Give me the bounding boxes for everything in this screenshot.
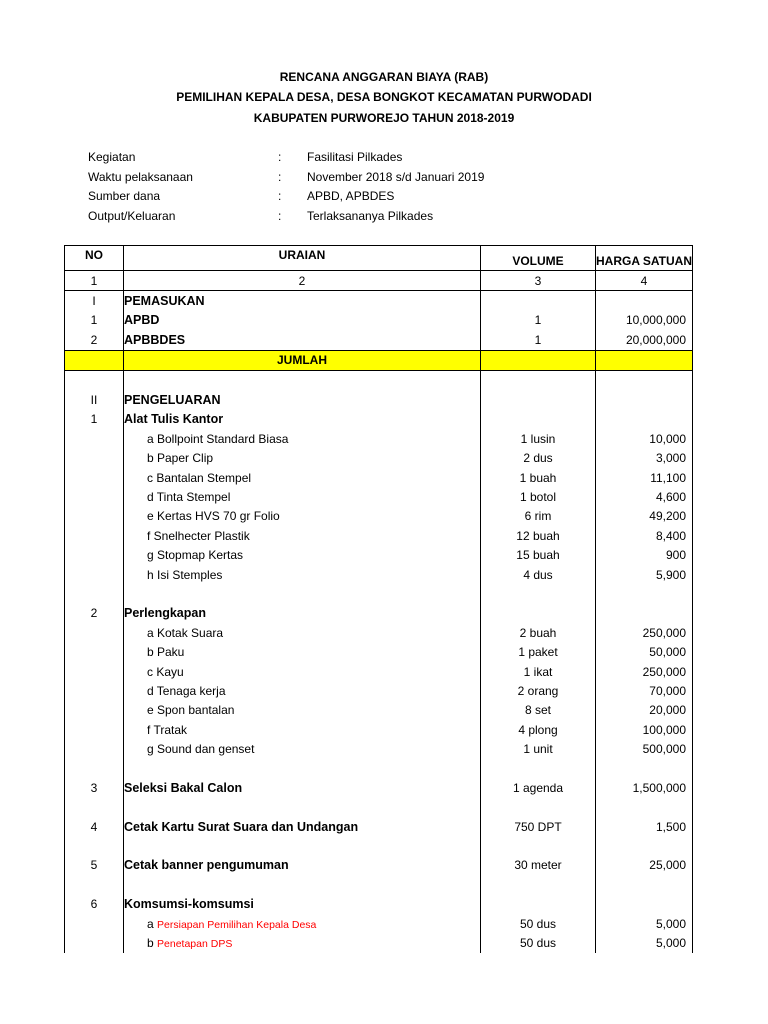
meta-value: Terlaksananya Pilkades	[307, 209, 434, 223]
item-volume: 2 dus	[481, 449, 596, 468]
item-harga: 100,000	[596, 720, 693, 739]
row-no: 2	[65, 330, 124, 350]
meta-label: Output/Keluaran	[88, 209, 176, 223]
subsection-no: 3	[65, 778, 124, 797]
subsection-row-komsumsi	[65, 895, 693, 914]
row-label: APBBDES	[124, 330, 481, 350]
header-volume: VOLUME	[481, 246, 596, 271]
item-text: a Kotak Suara	[124, 623, 481, 642]
row-harga: 10,000,000	[596, 311, 693, 330]
budget-table	[64, 245, 693, 953]
row-volume: 1	[481, 330, 596, 350]
meta-label: Waktu pelaksanaan	[88, 170, 193, 184]
table-row	[65, 311, 693, 330]
row-harga: 20,000,000	[596, 330, 693, 350]
item-text: c Kayu	[124, 662, 481, 681]
item-letter: a	[147, 916, 154, 931]
subsection-label: Cetak Kartu Surat Suara dan Undangan	[124, 817, 481, 836]
table-row	[65, 330, 693, 350]
section-row-pengeluaran	[65, 390, 693, 409]
meta-label: Sumber dana	[88, 189, 161, 203]
subsection-no: 1	[65, 410, 124, 429]
item-text: g Sound dan genset	[124, 739, 481, 758]
jumlah-label: JUMLAH	[124, 350, 481, 370]
subsection-row-seleksi	[65, 778, 693, 797]
item-volume: 15 buah	[481, 545, 596, 564]
item-volume: 1 lusin	[481, 429, 596, 448]
spacer-row	[65, 798, 693, 817]
subsection-no: 2	[65, 604, 124, 623]
item-harga: 1,500	[596, 817, 693, 836]
item-harga: 11,100	[596, 468, 693, 487]
item-volume: 4 dus	[481, 565, 596, 584]
item-volume: 4 plong	[481, 720, 596, 739]
subsection-row-perlengkapan	[65, 604, 693, 623]
colnum-4: 4	[596, 271, 693, 291]
title-line-2: PEMILIHAN KEPALA DESA, DESA BONGKOT KECAMATAN PURWODADI	[176, 90, 592, 104]
meta-colon: :	[278, 189, 282, 203]
table-row	[65, 681, 693, 700]
item-volume: 12 buah	[481, 526, 596, 545]
row-label: APBD	[124, 311, 481, 330]
item-text: e Kertas HVS 70 gr Folio	[124, 507, 481, 526]
item-text: g Stopmap Kertas	[124, 545, 481, 564]
subsection-label: Cetak banner pengumuman	[124, 856, 481, 875]
item-text	[124, 933, 481, 952]
item-volume: 1 ikat	[481, 662, 596, 681]
subsection-label: Seleksi Bakal Calon	[124, 778, 481, 797]
item-harga: 5,000	[596, 914, 693, 933]
meta-colon: :	[278, 170, 282, 184]
subsection-label: Alat Tulis Kantor	[124, 410, 481, 429]
item-text: b Paku	[124, 642, 481, 661]
item-harga: 3,000	[596, 449, 693, 468]
item-volume: 2 orang	[481, 681, 596, 700]
item-harga: 10,000	[596, 429, 693, 448]
table-row	[65, 662, 693, 681]
item-volume: 30 meter	[481, 856, 596, 875]
item-description: Penetapan DPS	[157, 937, 233, 950]
item-text: f Snelhecter Plastik	[124, 526, 481, 545]
header-uraian: URAIAN	[124, 246, 481, 271]
item-volume: 1 agenda	[481, 778, 596, 797]
item-harga: 900	[596, 545, 693, 564]
table-row	[65, 565, 693, 584]
subsection-row-cetak-banner	[65, 856, 693, 875]
table-row	[65, 526, 693, 545]
row-no: 1	[65, 311, 124, 330]
section-no: I	[65, 291, 124, 311]
subsection-no: 5	[65, 856, 124, 875]
item-text: d Tinta Stempel	[124, 487, 481, 506]
header-no: NO	[65, 246, 124, 271]
item-harga: 5,900	[596, 565, 693, 584]
meta-label: Kegiatan	[88, 150, 136, 164]
spacer-row	[65, 875, 693, 894]
item-text	[124, 914, 481, 933]
subsection-label: Komsumsi-komsumsi	[124, 895, 481, 914]
header-harga-satuan: HARGA SATUAN	[596, 246, 693, 271]
title-line-3: KABUPATEN PURWOREJO TAHUN 2018-2019	[253, 111, 515, 125]
item-volume: 1 buah	[481, 468, 596, 487]
section-no: II	[65, 390, 124, 409]
item-harga: 20,000	[596, 701, 693, 720]
table-row	[65, 701, 693, 720]
item-volume: 750 DPT	[481, 817, 596, 836]
meta-value: APBD, APBDES	[307, 189, 395, 203]
item-volume: 8 set	[481, 701, 596, 720]
item-harga: 70,000	[596, 681, 693, 700]
colnum-2: 2	[124, 271, 481, 291]
jumlah-row	[65, 350, 693, 370]
item-harga: 25,000	[596, 856, 693, 875]
table-row	[65, 623, 693, 642]
item-text: c Bantalan Stempel	[124, 468, 481, 487]
item-text: h Isi Stemples	[124, 565, 481, 584]
item-harga: 5,000	[596, 933, 693, 952]
spacer-row	[65, 584, 693, 603]
table-row	[65, 487, 693, 506]
section-label: PENGELUARAN	[124, 390, 481, 409]
meta-value: November 2018 s/d Januari 2019	[307, 170, 485, 184]
item-volume: 1 unit	[481, 739, 596, 758]
item-harga: 4,600	[596, 487, 693, 506]
table-row	[65, 642, 693, 661]
meta-value: Fasilitasi Pilkades	[307, 150, 403, 164]
table-row	[65, 468, 693, 487]
section-label: PEMASUKAN	[124, 291, 481, 311]
table-row	[65, 720, 693, 739]
colnum-3: 3	[481, 271, 596, 291]
subsection-row-cetak-kartu	[65, 817, 693, 836]
section-row-pemasukan	[65, 291, 693, 311]
subsection-row-alat-tulis	[65, 410, 693, 429]
table-row	[65, 429, 693, 448]
item-harga: 250,000	[596, 623, 693, 642]
item-text: d Tenaga kerja	[124, 681, 481, 700]
table-row	[65, 507, 693, 526]
item-letter: b	[147, 935, 154, 950]
item-volume: 50 dus	[481, 914, 596, 933]
item-volume: 6 rim	[481, 507, 596, 526]
subsection-no: 4	[65, 817, 124, 836]
item-text: e Spon bantalan	[124, 701, 481, 720]
table-header-row	[65, 246, 693, 271]
item-harga: 49,200	[596, 507, 693, 526]
item-harga: 8,400	[596, 526, 693, 545]
item-volume: 1 botol	[481, 487, 596, 506]
colnum-1: 1	[65, 271, 124, 291]
subsection-label: Perlengkapan	[124, 604, 481, 623]
table-row	[65, 914, 693, 933]
spacer-row	[65, 836, 693, 855]
item-volume: 50 dus	[481, 933, 596, 952]
item-harga: 500,000	[596, 739, 693, 758]
table-row	[65, 545, 693, 564]
row-volume: 1	[481, 311, 596, 330]
meta-colon: :	[278, 150, 282, 164]
table-row	[65, 449, 693, 468]
item-text: f Tratak	[124, 720, 481, 739]
item-harga: 1,500,000	[596, 778, 693, 797]
subsection-no: 6	[65, 895, 124, 914]
item-text: b Paper Clip	[124, 449, 481, 468]
item-harga: 250,000	[596, 662, 693, 681]
item-text: a Bollpoint Standard Biasa	[124, 429, 481, 448]
item-harga: 50,000	[596, 642, 693, 661]
item-volume: 2 buah	[481, 623, 596, 642]
spacer-row	[65, 370, 693, 390]
item-description: Persiapan Pemilihan Kepala Desa	[157, 918, 317, 931]
column-number-row	[65, 271, 693, 291]
spacer-row	[65, 759, 693, 778]
item-volume: 1 paket	[481, 642, 596, 661]
table-row	[65, 739, 693, 758]
meta-colon: :	[278, 209, 282, 223]
title-line-1: RENCANA ANGGARAN BIAYA (RAB)	[279, 70, 489, 84]
table-row	[65, 933, 693, 952]
